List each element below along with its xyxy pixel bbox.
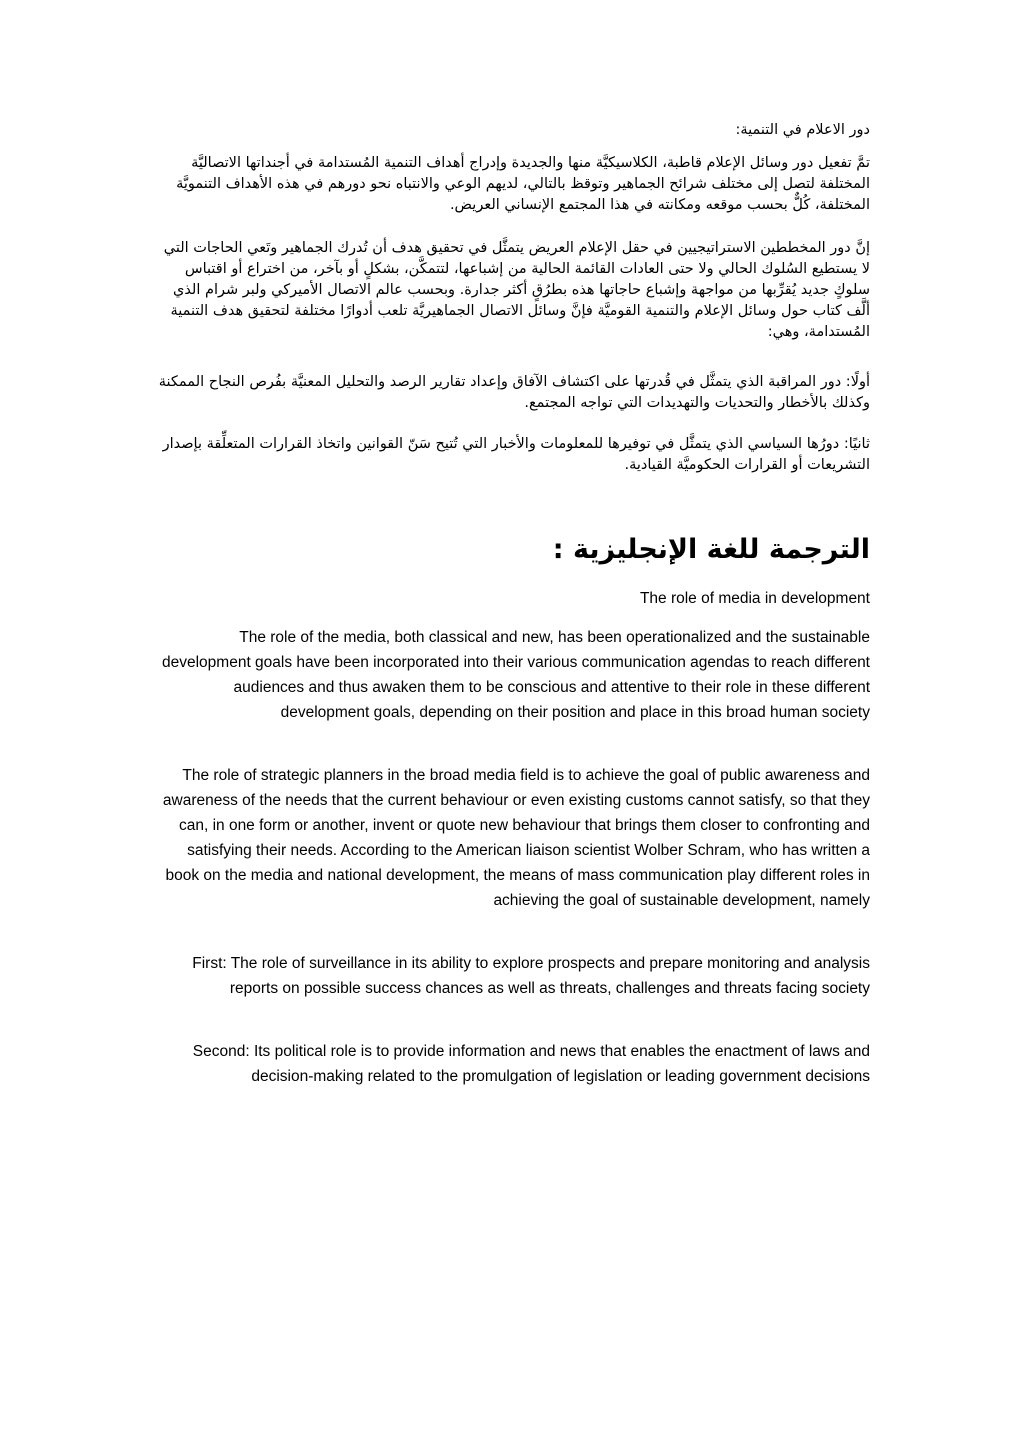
arabic-paragraph-2: إنَّ دور المخططين الاستراتيجيين في حقل الإعلام العريض يتمثَّل في تحقيق هدف أن تُدرك الجماهير وتَعي الحاجات التي لا يستطيع السُلوك الحالي ولا حتى العادات القائمة الحالية من إشباعها، لتتمكَّن، بشكلٍ أو بآخر، من اختراع أو اقتباس سلوكٍ جديد يُقرِّبها من مواجهة وإشباع حاجاتها هذه بطرُقٍ أكثر جدارة. وبحسب عالم الاتصال الأميركي ولبر شرام الذي ألَّف كتاب حول وسائل الإعلام والتنمية القوميَّة فإنَّ وسائل الاتصال الجماهيريَّة تلعب أدوارًا مختلفة لتحقيق هدف التنمية المُستدامة، وهي:	[163, 240, 870, 340]
arabic-paragraph-3: أولًا: دور المراقبة الذي يتمثَّل في قُدرتها على اكتشاف الآفاق وإعداد تقارير الرصد والتحليل المعنيَّة بفُرص النجاح الممكنة وكذلك بالأخطار والتحديات والتهديدات التي تواجه المجتمع.	[158, 374, 870, 411]
english-paragraph-1: The role of the media, both classical and new, has been operationalized and the sustainable development goals have been incorporated into their various communication agendas to reach different audiences and thus awaken them to be conscious and attentive to their role in these different development goals, depending on their position and place in this broad human society	[162, 629, 870, 721]
arabic-paragraph-1: تمَّ تفعيل دور وسائل الإعلام قاطبة، الكلاسيكيَّة منها والجديدة وإدراج أهداف التنمية المُستدامة في أجنداتها الاتصاليَّة المختلفة لتصل إلى مختلف شرائح الجماهير وتوقظ بالتالي، لديهم الوعي والانتباه نحو دورهم في هذه الأهداف التنمويَّة المختلفة، كُلٌّ بحسب موقعه ومكانته في هذا المجتمع الإنساني العريض.	[176, 155, 870, 213]
arabic-title: دور الاعلام في التنمية:	[735, 122, 870, 138]
english-paragraph-4: Second: Its political role is to provide information and news that enables the enactment of laws and decision-making related to the promulgation of legislation or leading government decisions	[192, 1043, 870, 1085]
arabic-paragraph-4: ثانيًا: دورُها السياسي الذي يتمثَّل في توفيرها للمعلومات والأخبار التي تُتيح سَنّ القوانين واتخاذ القرارات المتعلِّقة بإصدار التشريعات أو القرارات الحكوميَّة القيادية.	[162, 436, 870, 473]
english-title: The role of media in development	[639, 590, 870, 607]
english-paragraph-3: First: The role of surveillance in its ability to explore prospects and prepare monitoring and analysis reports on possible success chances as well as threats, challenges and threats facing society	[192, 955, 870, 997]
english-paragraph-2: The role of strategic planners in the broad media field is to achieve the goal of public awareness and awareness of the needs that the current behaviour or even existing customs cannot satisfy, so that they can, in one form or another, invent or quote new behaviour that brings them closer to confronting and satisfying their needs. According to the American liaison scientist Wolber Schram, who has written a book on the media and national development, the means of mass communication play different roles in achieving the goal of sustainable development, namely	[162, 767, 870, 909]
translation-heading: الترجمة للغة الإنجليزية :	[552, 534, 870, 565]
